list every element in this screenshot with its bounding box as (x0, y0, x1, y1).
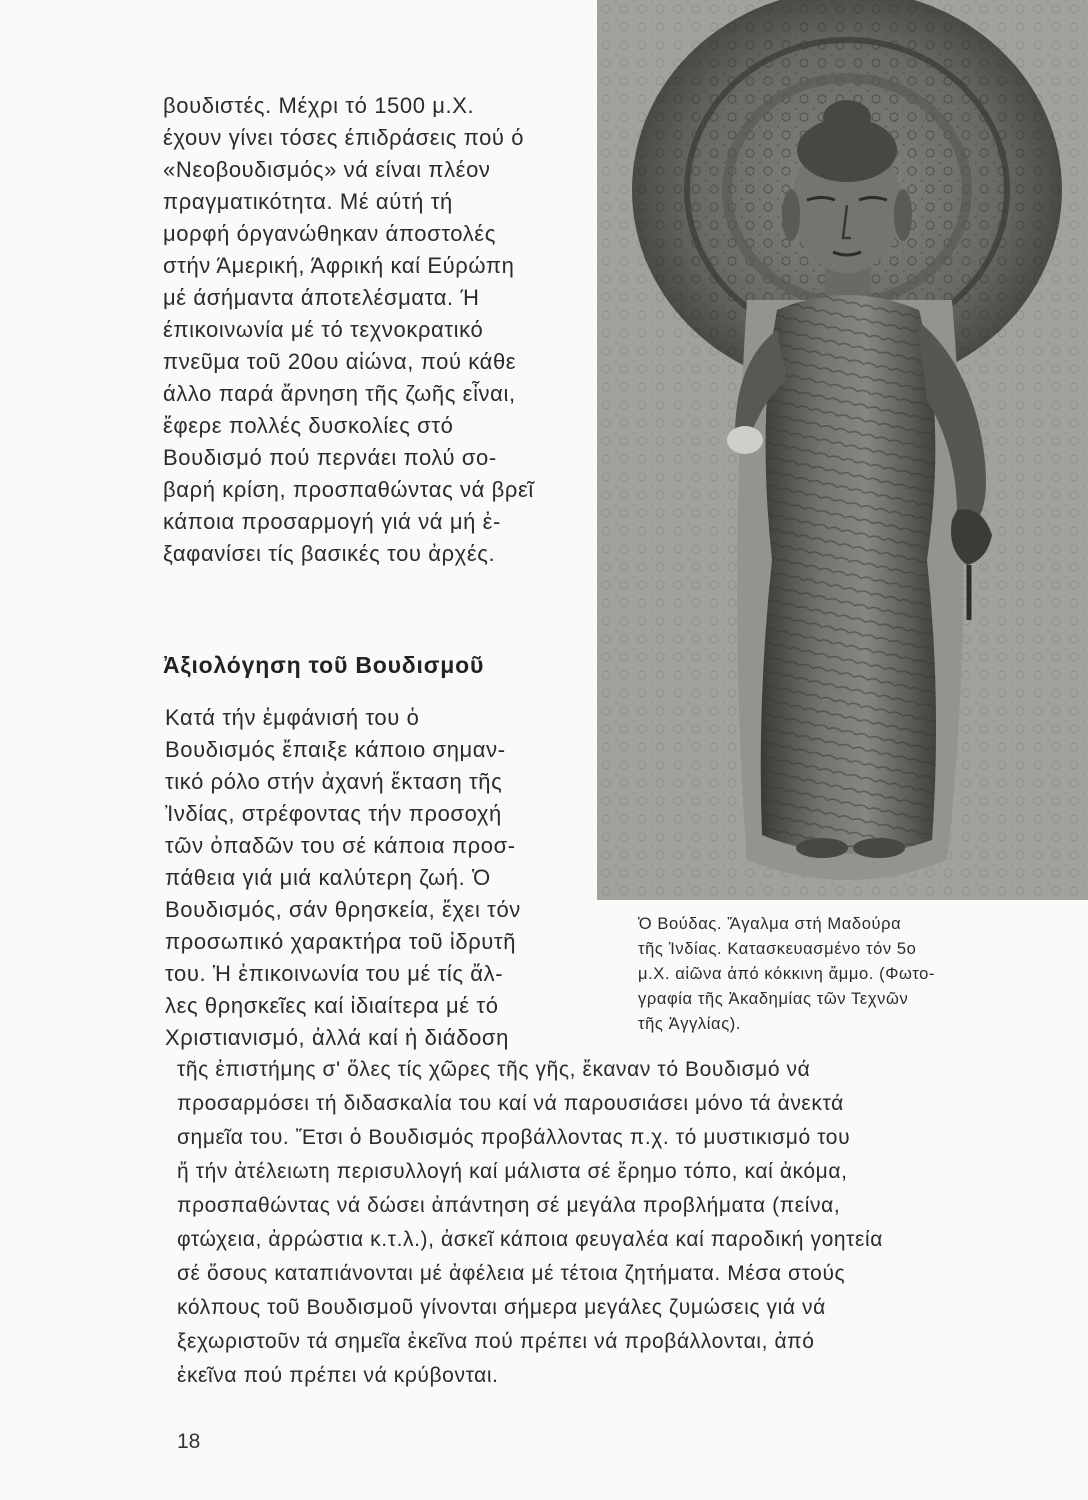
text-line: τῆς ἐπιστήμης σ' ὅλες τίς χῶρες τῆς γῆς, ἔκαναν τό Βουδισμό νά (177, 1058, 811, 1081)
caption-line: γραφία τῆς Ἀκαδημίας τῶν Τεχνῶν (638, 990, 909, 1008)
text-line: σημεῖα του. Ἔτσι ὁ Βουδισμός προβάλλοντας π.χ. τό μυστικισμό του (177, 1126, 851, 1149)
caption-line: τῆς Ἀγγλίας). (638, 1015, 742, 1033)
text-line: Κατά τήν ἐμφάνισή του ὁ (165, 705, 420, 730)
text-line: ἔφερε πολλές δυσκολίες στό (163, 413, 454, 438)
caption-line: μ.Χ. αἰῶνα ἀπό κόκκινη ἄμμο. (Φωτο- (638, 965, 935, 983)
text-line: Βουδισμός ἔπαιξε κάποιο σημαν- (165, 737, 506, 762)
text-line: προσαρμόσει τή διδασκαλία του καί νά παρουσιάσει μόνο τά ἀνεκτά (177, 1092, 844, 1115)
buddha-statue-photo (597, 0, 1088, 900)
text-line: ἤ τήν ἀτέλειωτη περισυλλογή καί μάλιστα σέ ἔρημο τόπο, καί ἀκόμα, (177, 1160, 848, 1183)
text-line: έπικοινωνία μέ τό τεχνοκρατικό (163, 317, 484, 342)
text-line: Χριστιανισμό, ἀλλά καί ἡ διάδοση (165, 1025, 509, 1050)
text-line: πνεῦμα τοῦ 20ου αἰώνα, πού κάθε (163, 349, 517, 374)
text-line: λες θρησκεῖες καί ἰδιαίτερα μέ τό (165, 993, 499, 1018)
text-line: μέ άσήμαντα άποτελέσματα. Ή (163, 285, 480, 310)
text-line: Βουδισμός, σάν θρησκεία, ἔχει τόν (165, 897, 521, 922)
text-line: Ἰνδίας, στρέφοντας τήν προσοχή (165, 801, 502, 826)
text-line: σέ ὅσους καταπιάνονται μέ ἀφέλεια μέ τέτοια ζητήματα. Μέσα στούς (177, 1262, 846, 1285)
text-line: κόλπους τοῦ Βουδισμοῦ γίνονται σήμερα μεγάλες ζυμώσεις γιά νά (177, 1296, 826, 1319)
text-line: του. Ἡ ἐπικοινωνία του μέ τίς ἄλ- (165, 961, 504, 986)
text-line: ξεχωριστοῦν τά σημεῖα ἐκεῖνα πού πρέπει νά προβάλλονται, ἀπό (177, 1330, 815, 1353)
text-line: βαρή κρίση, προσπαθώντας νά βρεῖ (163, 477, 534, 502)
caption-line: Ὁ Βούδας. Ἄγαλμα στή Μαδούρα (638, 915, 902, 933)
page-number: 18 (177, 1430, 201, 1453)
text-line: ἐκεῖνα πού πρέπει νά κρύβονται. (177, 1364, 499, 1387)
text-line: βουδιστές. Μέχρι τό 1500 μ.Χ. (163, 93, 475, 118)
text-line: κάποια προσαρμογή γιά νά μή ἐ- (163, 509, 501, 534)
text-line: πάθεια γιά μιά καλύτερη ζωή. Ὁ (165, 865, 491, 890)
text-line: στήν Άμερική, Άφρική καί Εύρώπη (163, 253, 515, 278)
text-line: φτώχεια, ἀρρώστια κ.τ.λ.), ἀσκεῖ κάποια φευγαλέα καί παροδική γοητεία (177, 1228, 884, 1251)
text-line: ξαφανίσει τίς βασικές του ἀρχές. (163, 541, 496, 566)
text-line: μορφή όργανώθηκαν άποστολές (163, 221, 496, 246)
text-line: τῶν ὀπαδῶν του σέ κάποια προσ- (165, 833, 516, 858)
text-line: προσωπικό χαρακτήρα τοῦ ἱδρυτῆ (165, 929, 517, 954)
text-line: έχουν γίνει τόσες έπιδράσεις πού ό (163, 125, 525, 150)
text-line: Βουδισμό πού περνάει πολύ σο- (163, 445, 497, 470)
text-line: «Νεοβουδισμός» νά είναι πλέον (163, 157, 491, 182)
text-line: τικό ρόλο στήν ἀχανή ἔκταση τῆς (165, 769, 503, 794)
caption-line: τῆς Ἰνδίας. Κατασκευασμένο τόν 5ο (638, 940, 917, 958)
text-line: προσπαθώντας νά δώσει ἀπάντηση σέ μεγάλα προβλήματα (πείνα, (177, 1194, 841, 1217)
section-heading: Ἀξιολόγηση τοῦ Βουδισμοῦ (163, 652, 485, 678)
text-line: πραγματικότητα. Μέ αύτή τή (163, 189, 453, 214)
text-line: άλλο παρά ἄρνηση τῆς ζωῆς εἶναι, (163, 381, 516, 406)
